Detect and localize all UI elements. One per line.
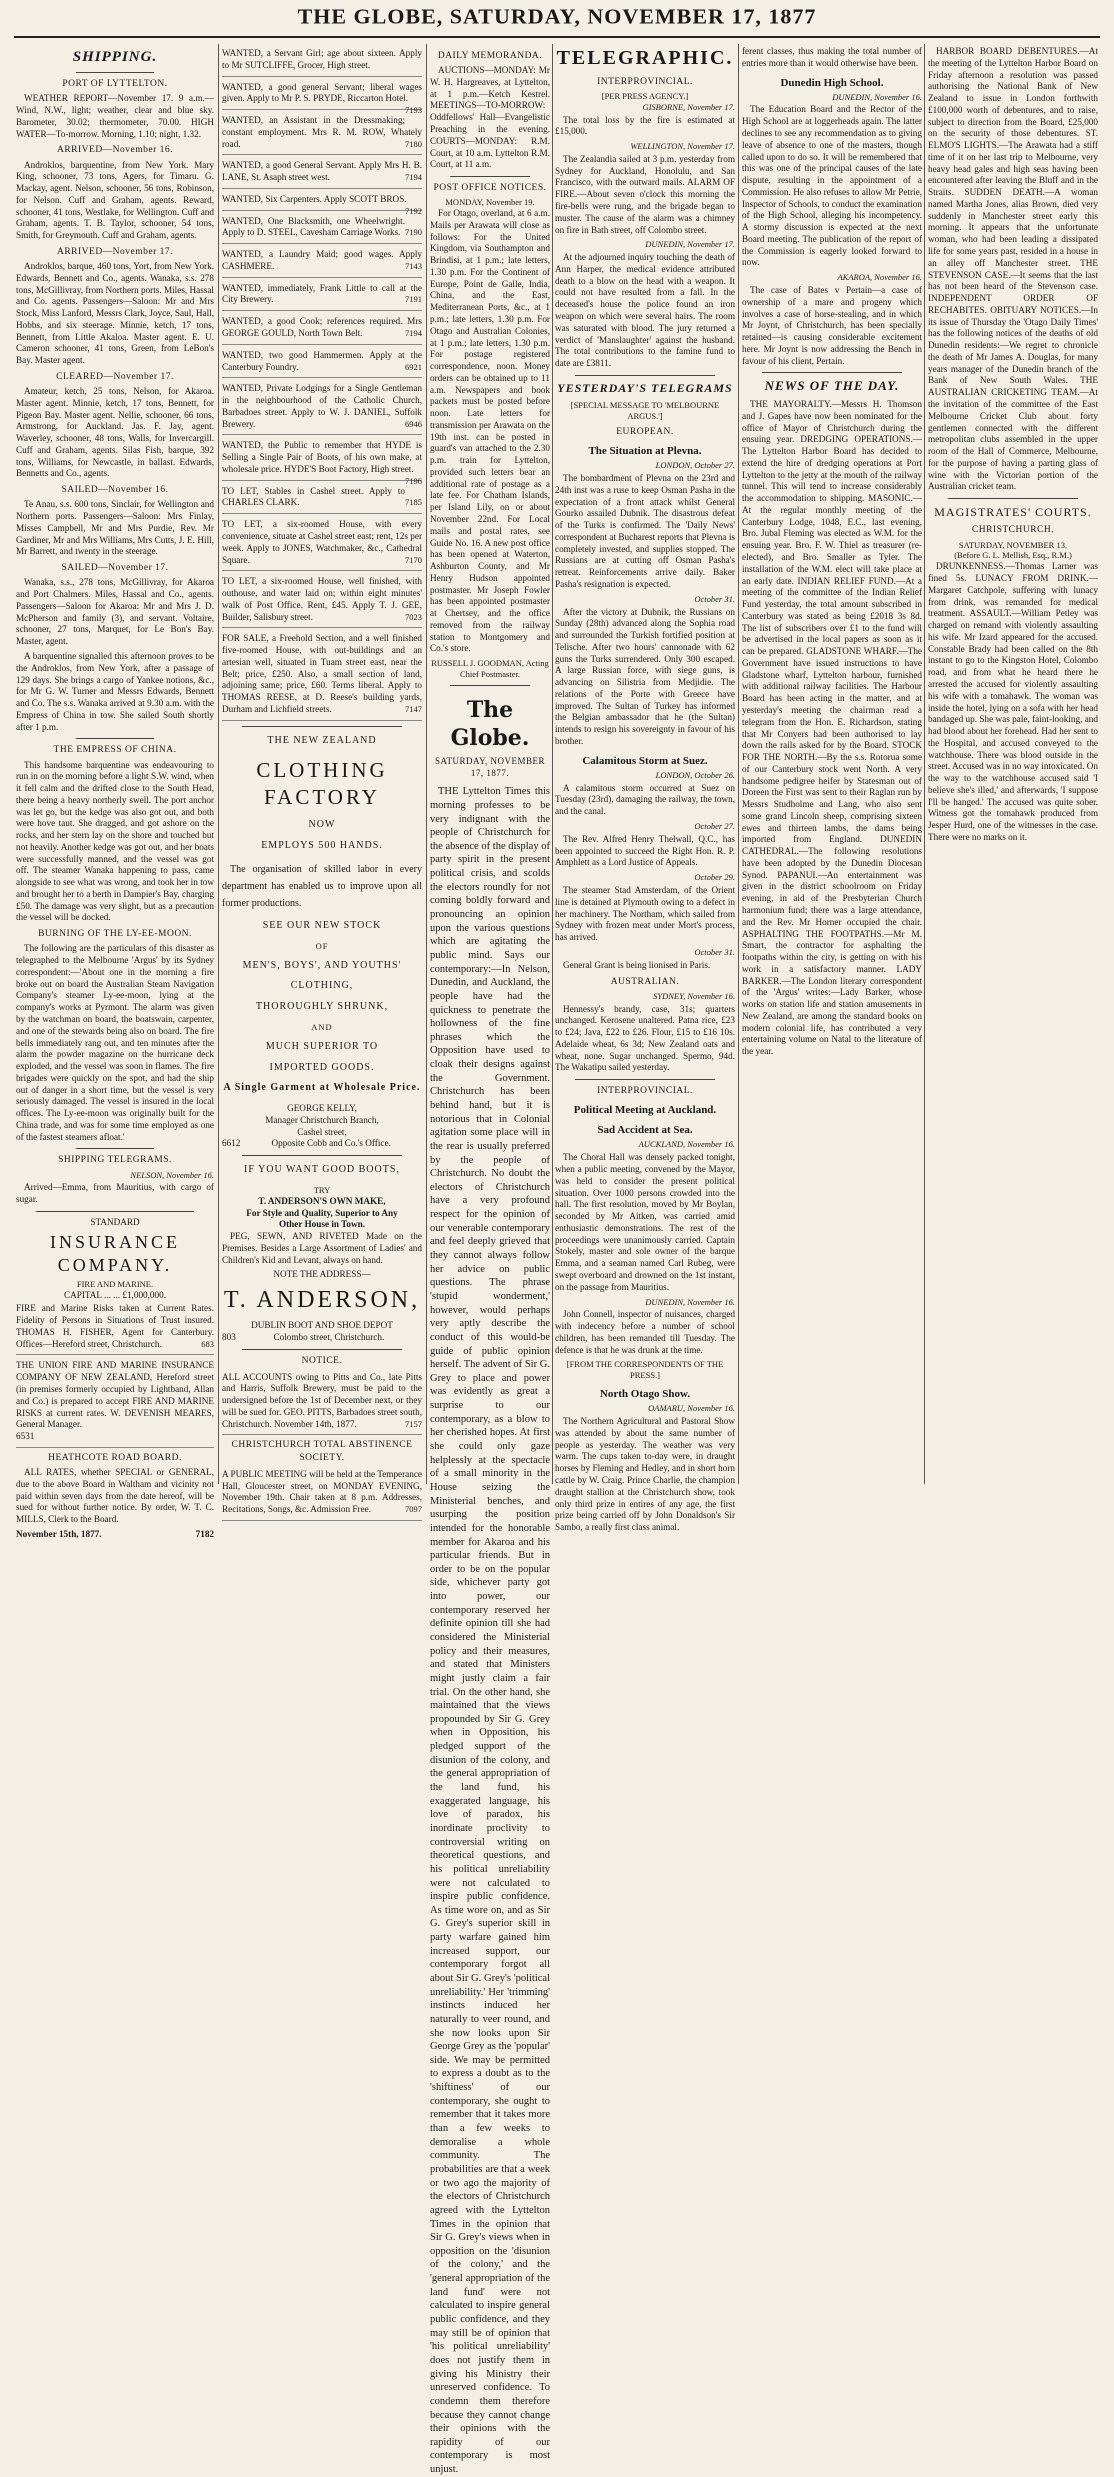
ad-number: 6612 — [222, 1138, 241, 1149]
clothing-title: CLOTHING FACTORY — [256, 758, 388, 810]
divider — [575, 375, 715, 376]
classified-ad — [222, 281, 422, 312]
sailed-heading: SAILED—November 16. — [61, 485, 169, 496]
divider — [575, 1079, 715, 1080]
clothing-of: OF — [315, 940, 329, 951]
classified-ad-text: WANTED, a good general Servant; liberal wages given. Apply to Mr P. S. PRYDE, Riccarton Hotel. — [222, 81, 422, 104]
dateline: DUNEDIN, November 16. — [832, 91, 922, 102]
column-divider — [218, 44, 219, 1484]
shipping-note: A barquentine signalled this afternoon proves to be the Androklos, from New York, after a passage of 129 days. She brings a cargo of Yankee notions, &c., for Mr G. W. Turner and Messrs Edwards, Bennett and Co. The s.s. Wanaka arrived at 9.30 a.m. with the Empress of China in tow. She sailed South shortly after 1 p.m. — [16, 650, 214, 732]
otago-show-heading: North Otago Show. — [599, 1388, 691, 1401]
insurance-standard: STANDARD — [90, 1216, 140, 1227]
globe-title: The Globe. — [450, 696, 530, 752]
divider — [242, 726, 402, 727]
arrived-heading: ARRIVED—November 16. — [56, 145, 174, 156]
ad-number: 7193 — [405, 105, 422, 116]
clothing-text: The organisation of skilled labor in every department has enabled us to improve upon all former productions. — [222, 863, 422, 909]
boots-make: T. ANDERSON'S OWN MAKE, — [258, 1195, 386, 1206]
globe-date: SATURDAY, NOVEMBER 17, 1877. — [434, 756, 546, 778]
telegrams-text: Arrived—Emma, from Mauritius, with cargo of sugar. — [16, 1182, 214, 1205]
heathcote-text: ALL RATES, whether SPECIAL or GENERAL, due to the above Board in Waltham and vicinity not paid within seven days from the date hereof, will be sued for without further notice. By order, W. T. C. MILLS, Clerk to the Board. — [16, 1467, 214, 1525]
column-divider — [552, 44, 553, 1484]
temperance-heading: CHRISTCHURCH TOTAL ABSTINENCE SOCIETY. — [231, 1440, 413, 1463]
dateline: GISBORNE, November 17. — [642, 101, 735, 112]
ad-number: 7194 — [405, 328, 422, 339]
ad-number: 7143 — [405, 260, 422, 271]
arrived-list: Androklos, barque, 460 tons, Yort, from New York. Edwards, Bennett and Co., agents. Wanaka, s.s. 278 tons, McGillivray, from Northern ports. Miles, Hassal and Co. agents. Passengers—Saloon: Mr and Mrs Stock, Miss Lanford, Messrs Clark, Joyce, Saul, Hall, Hobbs, and six steerage. Minnie, ketch, 17 tons, Bennett, from Little Akaloa. Master agent. E. U. Cameron schooner, 41 tons, Green, from LeBon's Bay. Master agent. — [16, 261, 214, 366]
clothing-mens: MEN'S, BOYS', AND YOUTHS' — [242, 959, 402, 971]
insurance-text: FIRE and Marine Risks taken at Current Rates. Fidelity of Persons in Situations of Trust insured. THOMAS H. FISHER, Agent for Canterbury. Offices—Hereford street, Christchurch. — [16, 1303, 214, 1349]
divider — [36, 1211, 194, 1212]
clothing-street: Cashel street, — [297, 1126, 347, 1137]
classified-ad-text: WANTED, a good General Servant. Apply Mrs H. B. LANE, St. Asaph street west. — [222, 160, 422, 183]
classified-ad-text: WANTED, the Public to remember that HYDE is Selling a Single Pair of Boots, of his own make, at wholesale price. HYDE'S Boot Factory, High street. — [222, 440, 422, 474]
divider — [76, 72, 154, 73]
news-text: HARBOR BOARD DEBENTURES.—At the meeting of the Lyttelton Harbor Board on Friday afternoon a resolution was passed authorising the National Bank of New Zealand to issue in London forthwith £100,000 worth of debentures, and to raise, subject to direction from the Board, £25,000 on the security of those debentures. ST. ELMO'S LIGHTS.—The Arawata had a stiff time of it on her last trip to Melbourne, very heavy head gales and high seas having been encountered after leaving the Bluff and in the Straits. SUDDEN DEATH.—A woman named Martha Jones, alias Brown, died very suddenly in Manchester street early this morning. It appears that the unfortunate woman, who had been leading a dissipated life for some years past, resided in a house in an alley off Manchester street. THE STEVENSON CASE.—It seems that the last has not been heard of the Stevenson case. INDEPENDENT ORDER OF RECHABITES. OBITUARY NOTICES.—In its issue of Thursday the 'Otago Daily Times' has the following notices of the deaths of old Dunedin residents:—We regret to chronicle the death of Mr James A. Douglas, for many years manager of the Dunedin branch of the Bank of New South Wales. THE AUSTRALIAN CRICKETING TEAM.—At the invitation of the committee of the East Melbourne Cricket Club about forty gentlemen connected with the different metropolitan clubs assembled in the upper room of the Hall of Commerce, Melbourne, for the purpose of having a parting glass of wine with the Victorian portion of the Australian cricket team. — [928, 46, 1098, 492]
ad-number: 7147 — [405, 703, 422, 714]
arrived-heading: ARRIVED—November 17. — [56, 246, 174, 257]
divider — [242, 1155, 402, 1156]
classified-ad-text: TO LET, a six-roomed House, with every convenience, situate at Cashel street east; rent, 12s per week. Apply to JONES, Watchmaker, &c., Cathedral Square. — [222, 519, 423, 565]
column-divider — [426, 44, 427, 1484]
clothing-see: SEE OUR NEW STOCK — [262, 919, 382, 931]
news-text: THE MAYORALTY.—Messrs H. Thomson and J. Gapes have now been nominated for the office of Mayor of Christchurch during the ensuing year. DREDGING OPERATIONS.—The Lyttelton Harbor Board has decided to extend the hire of dredging operations at Port Lyttelton to the jetty at the mouth of the railway tunnel. This will tend to increase considerably the accommodation to shipping. MASONIC.—At the regular monthly meeting of the Canterbury Lodge, 1048, E.C., last evening, Bro. Jubal Fleming was elected as W.M. for the ensuing year. Bro. F. W. Thiel as treasurer (re-elected), and Bro. Smaller as Tyler. The installation of the W.M. elect will take place at an early date. INDIAN RELIEF FUND.—At a meeting of the committee of the Indian Relief Fund yesterday, the total amount subscribed in Canterbury was stated as being £2018 3s 8d. The list of subscribers over £1 to the fund will be advertised in the local papers as soon as it can be prepared. GLADSTONE WHARF.—The Government have issued instructions to have Gladstone wharf, Lyttelton harbour, furnished with additional railway facilities. The Harbour Board has been acting in the matter, and at yesterday's meeting the chairman read a telegram from the Hon. E. Richardson, stating that Mr Conyers had been authorised to lay down the rails asked for by the Board. STOCK FOR THE NORTH.—By the s.s. Rotorua some of our Canterbury stock went North. A very handsome pedigree heifer by Statesman out of Doreen the First was sent to their Raglan run by Messrs Studholme and Lang, who also sent some grand Lincoln sheep, comprising sixteen ewes and thirteen lambs, the dams being imported from England. DUNEDIN CATHEDRAL.—The following resolutions have been adopted by the Dunedin Diocesan Synod. PAPANUI.—An entertainment was given in the district schoolroom on Friday evening, in aid of the Presbyterian Church harmonium fund; there was a large attendance, and the Rev. Mr Horner occupied the chair. ASPHALTING THE FOOTPATHS.—Mr M. Smart, the contractor for asphalting the footpaths within the city, is getting on with his work in a satisfactory manner. LADY BARKER.—The London literary correspondent of the 'Argus' writes:—Lady Barker, whose works on station life and station amusements in New Zealand, are among the standard books on modern colonial life, has contributed a very entertaining volume on Natal to the literature of the year. — [742, 399, 922, 1057]
telegraphic-heading: TELEGRAPHIC. — [556, 47, 734, 69]
classified-ad — [222, 158, 422, 189]
heathcote-heading: HEATHCOTE ROAD BOARD. — [48, 1452, 182, 1463]
dateline: October 31. — [694, 593, 735, 604]
column-shipping — [16, 46, 214, 1539]
column-news — [742, 46, 922, 1482]
dateline: SYDNEY, November 16. — [653, 990, 735, 1001]
magistrates-text: DRUNKENNESS.—Thomas Larner was fined 5s. LUNACY FROM DRINK.—Margaret Catchpole, suffering with lunacy from drink, was remanded for medical treatment. ASSAULT.—William Petley was charged on remand with violently assaulting his wife. Mr Izard appeared for the accused. Constable Brady had been called on the 8th instant to go to the Kingston Hotel, Colombo road, and from what he heard there he arrested the accused for violently assaulting his wife with a tomahawk. The woman was inside the hotel, lying on a sofa with her head bandaged up. She was pale, faint-looking, and had blood about her forehead. Had her sent to the Hospital, and accused conveyed to the watchhouse. There was blood outside in the street. Accused was in no way intoxicated. On the way to the watchhouse accused said 'I believe she's illed,' and afterwards, 'I suppose I'll be hanged.' The accused was quite sober. Witness got the tomahawk produced from Jesper Hurd, one of the witnesses in the case. There were no marks on it. — [928, 561, 1098, 842]
boots-address — [222, 1332, 422, 1344]
ad-number: 7157 — [405, 1418, 422, 1429]
news-of-the-day-heading: NEWS OF THE DAY. — [764, 378, 900, 394]
clothing-shrunk: THOROUGHLY SHRUNK, — [255, 1001, 389, 1013]
ad-number: 803 — [222, 1331, 236, 1342]
classified-ad-text: WANTED, immediately, Frank Little to call at the City Brewery. — [222, 282, 422, 305]
clothing-opposite-text: Opposite Cobb and Co.'s Office. — [271, 1138, 391, 1149]
press-agency: [PER PRESS AGENCY.] — [601, 90, 689, 101]
sailed-list: Wanaka, s.s., 278 tons, McGillivray, for Akaroa and Port Chalmers. Miles, Hassal and Co., agents. Passengers—Saloon for Akaroa: Mr and Mrs J. D. McPherson and family (3), and servant. Voltaire, schooner, 27 tons, Marquet, for Le Bon's Bay. Master, agent. — [16, 577, 214, 647]
divider — [76, 738, 154, 739]
column-memoranda — [430, 46, 550, 2476]
clothing-opposite — [222, 1138, 422, 1150]
dateline: LONDON, October 26. — [655, 769, 735, 780]
burning-heading: BURNING OF THE LY-EE-MOON. — [38, 929, 192, 940]
ad-number: 6531 — [16, 1431, 35, 1442]
telegram-text: The Education Board and the Rector of the High School are at loggerheads again. The latter declines to see any recommendation as to giving leave of absence to one of the masters, though called upon to do so. It will be remembered that this was one of the principal causes of the late dispute, resulting in the appointment of a Commission. He also refuses to allow Mr Petrie, Inspector of Schools, to conduct the examination of the High School, alleging his incompetency. A stormy discussion is expected at the next Board meeting. The publication of the report of the Commission is eagerly looked forward to now. — [742, 104, 922, 268]
telegram-text: The Zealandia sailed at 3 p.m. yesterday from Sydney for Auckland, Honolulu, and San Francisco, with the outward mails. ALARM OF FIRE.—About seven o'clock this morning the fire-bells were rung, and the brigade began to muster. The cause of the alarm was a chimney on fire in Bath street, off Colombo street. — [555, 153, 735, 235]
classified-ad — [222, 80, 422, 116]
clothing-employs: EMPLOYS 500 HANDS. — [261, 840, 383, 852]
classified-ad-text: WANTED, Six Carpenters. Apply SCOTT BROS. — [222, 193, 407, 204]
clothing-much: MUCH SUPERIOR TO — [265, 1040, 379, 1052]
yesterdays-telegrams-heading: YESTERDAY'S TELEGRAMS — [557, 380, 733, 395]
dateline: DUNEDIN, November 17. — [645, 239, 735, 250]
classified-ad — [222, 348, 422, 379]
ad-number: 683 — [201, 1338, 214, 1349]
boots-note: NOTE THE ADDRESS— — [273, 1269, 371, 1280]
post-office-text: For Otago, overland, at 6 a.m. Mails per Arawata will close as follows: For the United Kingdom, via Southampton and Brindisi, at 1 p.m.; late letters, 1.30 p.m. For the Continent of Europe, Point de Galle, India, China, and the East, Mediterranean Ports, &c., at 1 p.m.; late letters, 1.30 p.m. For Otago and Australian Colonies, at 1 p.m.; late letters, 1.30 p.m. For postage registered correspondence, noon. Money orders can be obtained up to 11 a.m. Newspapers and book packets must be posted before noon. Late letters for transmission per Arawata on the 19th inst. can be posted in guard's van attached to the 2.30 p.m. train for Lyttelton, provided such letters bear an additional rate of postage as a late fee. For Chatham Islands, per Island Lily, on or about November 22nd. For Local mails and postal rates, see Guide No. 16. A new post office has been opened at Waterton, Ashburton County, and Mr Henry Hudson appointed postmaster. Mr Joseph Fowler has been appointed postmaster at Chertsey, and the office removed from the railway station to Montgomery and Co.'s store. — [430, 208, 550, 654]
classified-ad-text: WANTED, two good Hammermen. Apply at the Canterbury Foundry. — [222, 349, 422, 372]
port-heading: PORT OF LYTTELTON. — [62, 79, 168, 90]
classified-ad-text: TO LET, Stables in Cashel street. Apply to CHARLES CLARK. — [222, 485, 405, 508]
telegram-text: Hennessy's brandy, case, 31s; quarters unchanged. Kerosene unaltered. Patna rice, £23 to £24; Java, £22 to £26. Flour, £15 to £16 10s. Adelaide wheat, 6s 3d; New Zealand oats and wheat, none. Sugar unchanged. Spermo, 94d. The Wakatipu sailed yesterday. — [555, 1003, 735, 1073]
dateline: October 27. — [694, 820, 735, 831]
dateline: LONDON, October 27. — [655, 460, 735, 471]
political-heading: Political Meeting at Auckland. — [573, 1104, 717, 1117]
dateline: DUNEDIN, November 16. — [645, 1296, 735, 1307]
sailed-list: Te Anau, s.s. 600 tons, Sinclair, for Wellington and Northern ports. Passengers—Saloon: Mrs Finlay, Misses Campbell, Mr and Mrs Purdie, Rev. Mr Gardiner, Mr and Mrs Williams, Mrs Cutts, J. E. Hill, Mr Barrett, and twenty in the steerage. — [16, 499, 214, 557]
memoranda-text: AUCTIONS—MONDAY: Mr W. H. Hargreaves, at Lyttelton, at 1 p.m.—Ketch Kestrel. MEETINGS—TO-MORROW: Oddfellows' Hall—Evangelistic Preaching in the evening. COURTS—MONDAY: R.M. Court, at 10 a.m. Lyttelton R.M. Court, at 11 a.m. — [430, 65, 550, 170]
dateline: October 31. — [694, 946, 735, 957]
magistrates-before: (Before G. L. Mellish, Esq., R.M.) — [954, 550, 1072, 561]
telegram-text: General Grant is being lionised in Paris. — [563, 959, 711, 970]
classified-ad-text: WANTED, an Assistant in the Dressmaking; constant employment. Mrs R. M. ROW, Whately road. — [222, 115, 422, 149]
union-text: THE UNION FIRE AND MARINE INSURANCE COMPANY OF NEW ZEALAND, Hereford street (in premises formerly occupied by Lightband, Allan and Co.) is prepared to accept FIRE AND MARINE RISKS at current rates. W. DEVENISH MEARES, General Manager. — [16, 1360, 214, 1430]
telegram-text: A calamitous storm occurred at Suez on Tuesday (23rd), damaging the railway, the town, and the canal. — [555, 782, 735, 817]
heathcote-date: November 15th, 1877. — [16, 1528, 102, 1539]
section-heading-shipping: SHIPPING. — [72, 49, 158, 65]
weather-report: WEATHER REPORT—November 17. 9 a.m.—Wind, N.W., light; weather, clear and blue sky. Barometer, 30.02; thermometer, 70.00. HIGH WATER—To-morrow. Morning, 1.10; night, 1.32. — [16, 93, 214, 139]
classified-ad-text: WANTED, One Blacksmith, one Wheelwright. Apply to D. STEEL, Cavesham Carriage Works. — [222, 215, 405, 238]
boots-text: PEG, SEWN, AND RIVETED Made on the Premises. Besides a Large Assortment of Ladies' and Children's Kid and Levant, always on hand. — [222, 1231, 422, 1265]
clothing-imported: IMPORTED GOODS. — [269, 1061, 375, 1073]
boots-try: TRY — [313, 1185, 331, 1196]
ad-number: 7180 — [405, 138, 422, 149]
ad-number: 7182 — [195, 1528, 214, 1539]
burning-article: The following are the particulars of this disaster as telegraphed to the Melbourne 'Argus' by its Sydney correspondent:—'About one in the morning a fire broke out on board the Australian Steam Navigation Company's steamer Ly-ee-moon, lying at the company's works at Pyrmont. The alarm was given by the watchman on board, the boatswain, carpenter, and one of the stewards being also on board. The fire bells immediately rang out, and ten minutes after the alarm the powder magazine on the hurricane deck exploded, and the vessel was soon in flames. The fire brigades were quickly on the spot, and had the ship out of danger in a short time, but the vessel is very seriously damaged. The vessel is insured in the local offices. The Ly-ee-moon was originally built for the China trade, and was for some time employed as one of the fastest steamers afloat.' — [16, 943, 214, 1142]
temperance-text: A PUBLIC MEETING will be held at the Temperance Hall, Gloucester street, on MONDAY EVENING, November 19th. Chair taken at 8 p.m. Addresses, Recitations, Songs, &c. Admission Free. — [222, 1468, 422, 1515]
classified-ad — [222, 517, 422, 571]
classified-ad-text: TO LET, a six-roomed House, well finished, with outhouse, and water laid on; within eight minutes' walk of Post Office. Rent, £45. Apply T. J. GEE, Builder, Salisbury street. — [222, 576, 422, 622]
sailed-heading: SAILED—November 17. — [61, 563, 169, 574]
magistrates-place: CHRISTCHURCH. — [971, 525, 1055, 536]
notice-ad — [222, 1370, 422, 1436]
ad-number: 7191 — [405, 294, 422, 305]
dateline: OAMARU, November 16. — [648, 1403, 735, 1414]
divider — [948, 498, 1078, 499]
ad-number: 6921 — [405, 361, 422, 372]
interprovincial-heading: INTERPROVINCIAL. — [597, 76, 693, 87]
masthead-title: THE GLOBE, SATURDAY, NOVEMBER 17, 1877 — [297, 4, 817, 29]
special-message: [SPECIAL MESSAGE TO 'MELBOURNE ARGUS.'] — [570, 400, 720, 422]
clothing-single: A Single Garment at Wholesale Price. — [223, 1082, 421, 1094]
heathcote-footer — [16, 1529, 214, 1541]
european-heading: EUROPEAN. — [616, 426, 674, 437]
empress-article: This handsome barquentine was endeavouring to run in on the morning before a light S.W. wind, when it fell calm and the drifted close to the South Head, there being a heavy northerly swell. The port anchor was let go, but the kedge was also got out, and both were hove taut. She dragged, and got ashore on the rocks, and her stern lay on the shore and touched but not heavily. Another kedge was got out, and her boats were successfully manned, and the vessel was got off. The steamer Wanaka happening to pass, came alongside to see what was wrong, and took her in tow and brought her to a berth in Dampier's Bay, charging £50. The damage was very slight, but as a precaution the vessel will be docked. — [16, 759, 214, 923]
telegram-text: The Rev. Alfred Henry Thelwall, Q.C., has been appointed to succeed the Right Hon. R. P. Amphlett as a Lord Justice of Appeals. — [555, 833, 735, 868]
column-divider — [924, 44, 925, 1484]
boots-depot: DUBLIN BOOT AND SHOE DEPOT — [251, 1319, 393, 1330]
australian-heading: AUSTRALIAN. — [610, 976, 680, 987]
empress-heading: THE EMPRESS OF CHINA. — [53, 745, 177, 756]
classified-ad — [222, 214, 422, 245]
boots-style: For Style and Quality, Superior to Any — [246, 1207, 398, 1218]
classified-ad — [222, 381, 422, 435]
cleared-list: Amateur, ketch, 25 tons, Nelson, for Akaroa. Master agent. Minnie, ketch, 17 tons, Bennett, for Pigeon Bay. Master agent. Nellie, schooner, 66 tons, Armstrong, for Auckland. Jas. F. Jay, agent. Waverley, schooner, 48 tons, Walls, for Invercargill. Cuff and Graham, agents. Silas Fish, barque, 392 tons, Williams, for Newcastle, in ballast. Edwards, Bennetts and Co., agents. — [16, 386, 214, 479]
divider — [450, 685, 530, 686]
ad-number: 7192 — [405, 205, 422, 216]
telegram-text: The case of Bates v Pertain—a case of ownership of a mare and progeny which involves a case of horse-stealing, and in which Mr Joynt, of Christchurch, has been specially retained—is causing considerable excitement here. Mr Joynt is now addressing the Bench in favour of his client, Pertain. — [742, 285, 922, 366]
ad-number: 7023 — [405, 611, 422, 622]
boots-head: IF YOU WANT GOOD BOOTS, — [244, 1164, 400, 1176]
divider — [242, 1349, 402, 1350]
telegram-text: At the adjourned inquiry touching the death of Ann Harper, the medical evidence attributed death to a blow on the head with a weapon. It could not have resulted from a fall. In the deceased's house the police found an iron weapon on which were several hairs. The room was saturated with blood. The jury returned a verdict of 'Manslaughter' against the husband. The total contributions to the famine fund to date are £3811. — [555, 252, 735, 369]
column-divider — [738, 44, 739, 1484]
insurance-fire: FIRE AND MARINE. — [76, 1278, 154, 1289]
suez-heading: Calamitous Storm at Suez. — [582, 754, 708, 767]
temperance-ad — [222, 1467, 422, 1521]
ad-number: 7185 — [405, 497, 422, 508]
masthead — [0, 0, 1114, 40]
classified-ads — [222, 46, 422, 721]
post-office-signature: RUSSELL J. GOODMAN, Acting Chief Postmaster. — [431, 658, 549, 680]
column-advertisements — [222, 46, 423, 1515]
cleared-heading: CLEARED—November 17. — [56, 371, 174, 382]
classified-ad-text: WANTED, a Servant Girl; age about sixteen. Apply to Mr SUTCLIFFE, Grocer, High street. — [222, 48, 422, 70]
clothing-manager: GEORGE KELLY, — [287, 1103, 357, 1114]
telegram-text: The bombardment of Plevna on the 23rd and 24th inst was a ruse to keep Osman Pasha in the expectation of a front attack whilst General Gourko assailed Dubnik. The disastrous defeat of the Turks is confirmed. The 'Daily News' correspondent at Bucharest reports that Plevna is completely invested, and supplies stopped. The Russians are at cutting off Osman Pasha's retreat. Reinforcements arrive daily. Baker Pasha's resignation is expected. — [555, 473, 735, 589]
boots-other: Other House in Town. — [278, 1219, 366, 1230]
insurance-ad — [16, 1301, 214, 1355]
classified-ad — [222, 192, 422, 216]
divider — [76, 1148, 154, 1149]
ad-number: 7194 — [405, 172, 422, 183]
classified-ad-text: WANTED, Private Lodgings for a Single Gentleman in the neighbourhood of the Catholic Church, Barbadoes street. Apply to W. J. DANIEL, Suffolk Brewery. — [222, 383, 422, 429]
telegram-text: After the victory at Dubnik, the Russians on Sunday (28th) advanced along the Sophia road and surrounded the Turkish fortified position at Telische. After two hours' cannonade with 62 guns the Turks surrendered. Only 300 escaped. A large Russian force, with siege guns, is advancing on Silistria from Medjidie. The relations of the Porte with Greece have improved. The Sultan of Turkey has informed the Belgian ambassador that he (the Sultan) intends to resign his sovereignty in favour of his brother. — [555, 606, 735, 746]
arrived-list: Androklos, barquentine, from New York. Mary King, schooner, 73 tons, Agers, for Timaru. G. Mackay, agent. Nelson, schooner, 56 tons, Robinson, for Nelson. Cuff and Graham, agents. Reward, schooner, 41 tons, Westlake, for Wellington. Cuff and Graham, agents. T. B. Taylor, schooner, 54 tons, Smith, for Greymouth. Cuff and Graham, agents. — [16, 159, 214, 241]
ad-number: 7097 — [405, 1504, 422, 1515]
telegram-text: The steamer Stad Amsterdam, of the Orient line is detained at Plymouth owing to a defect in her machinery. The Northam, which sailed from Sydney with frozen meat under Mort's process, has arrived. — [555, 885, 735, 943]
column-telegraphic — [555, 46, 735, 1533]
divider — [450, 176, 530, 177]
classified-ad — [222, 46, 422, 77]
dateline: October 29. — [694, 872, 735, 883]
post-office-date: MONDAY, November 19. — [445, 197, 535, 208]
ad-number: 7196 — [405, 475, 422, 486]
boots-address-text: Colombo street, Christchurch. — [273, 1331, 385, 1342]
classified-ad — [222, 484, 422, 515]
divider — [762, 372, 902, 373]
telegrams-place: NELSON, November 16. — [130, 1169, 214, 1180]
memoranda-heading: DAILY MEMORANDA. — [437, 51, 543, 61]
notice-heading: NOTICE. — [301, 1355, 343, 1366]
ad-number: 7170 — [405, 554, 422, 565]
column-news-continued — [928, 46, 1098, 1482]
clothing-clothing: CLOTHING, — [290, 980, 354, 992]
insurance-capital: CAPITAL ... ... £1,000,000. — [63, 1289, 167, 1300]
classified-ad — [222, 314, 422, 345]
insurance-company: INSURANCE COMPANY. — [49, 1231, 180, 1275]
leading-article: THE Lyttelton Times this morning professes to be very indignant with the people of Christchurch for the absence of the display of party spirit in the present political crisis, and scolds the electors roundly for not coming boldly forward and pronouncing an opinion upon the various questions which are agitating the public mind. Says our contemporary:—In Nelson, Dunedin, and Auckland, the people have had the quickness to penetrate the hollowness of the fine phrases which the Opposition have used to cloak their designs against the Government. Christchurch has been behind hand, but it is notorious that in Colonial agitation some place will in the rear is usually preferred by the people of Christchurch. No doubt the electors of Christchurch have a very profound respect for the opinion of our venerable contemporary and feel deeply grieved that they cannot always follow her advice on public questions. The phrase 'stupid wonderment,' however, would perhaps very aptly describe the conduct of this would-be guide of public opinion herself. The advent of Sir G. Grey to place and power was evidently as great a surprise to our contemporary, as a blow to her cherished hopes. At first she could only gaze helplessly at the spectacle of a small minority in the House seizing the Ministerial benches, and usurping the position intended for the honorable member for Akaroa and his particular friends. But in order to be on the popular side, whichever party got into power, our contemporary reserved her definite opinion till she had considered the Ministerial policy and their measures, and stated that Ministers might justly claim a fair trial. On the other hand, she maintained that the views propounded by Sir G. Grey when in Opposition, his pledged support of the disunion of the colony, and the general appropriation of the land fund, his exaggerated language, his love of paradox, his inordinate proclivity to controversial writing on theoretical questions, and his political unreliability were not calculated to inspire public confidence. As time wore on, and as Sir G. Grey's superior skill in party warfare gained him increased support, our contemporary forgot all about Sir G. Grey's 'political unreliability.' Her 'trimming' instincts induced her naturally to veer round, and she now looks upon Sir George Grey as the 'popular' side. We may be permitted to express a doubt as to the 'shiftiness' of our contemporary, she ought to remember that it takes more than a few weeks to demoralise a whole community. The probabilities are that a week or two ago the majority of the electors of Christchurch agreed with the Lyttelton Times in the opinion that Sir G. Grey's views when in opposition on the 'disunion of the colony,' and the 'general appropriation of the land fund' were not calculated to inspire general public confidence, and they may still be of opinion that 'his political unreliability' does not justify them in giving his Ministry their unreserved confidence. To condemn them therefore because they cannot change their opinions with the rapidity of our contemporary is most unjust. — [430, 786, 550, 2476]
clothing-head: THE NEW ZEALAND — [267, 734, 377, 746]
dateline: AUCKLAND, November 16. — [638, 1139, 735, 1150]
notice-text: ALL ACCOUNTS owing to Pitts and Co., late Pitts and Harris, Suffolk Brewery, must be paid to the undersigned before the 1st of December next, or they will be sued for. GEO. PITTS, Barbadoes street south, Christchurch. November 14th, 1877. — [222, 1371, 422, 1429]
classified-ad-text: WANTED, a good Cook; references required. Mrs GEORGE GOULD, North Town Belt. — [222, 316, 422, 339]
plevna-heading: The Situation at Plevna. — [588, 445, 702, 458]
classified-ad — [222, 247, 422, 278]
interprovincial-heading: INTERPROVINCIAL. — [597, 1086, 693, 1097]
classified-ad-text: WANTED, a Laundry Maid; good wages. Apply CASHMERE. — [222, 249, 422, 271]
masthead-rule — [14, 36, 1100, 38]
magistrates-date: SATURDAY, NOVEMBER 13. — [958, 539, 1068, 550]
clothing-now: NOW — [308, 819, 336, 831]
telegram-text: John Connell, inspector of nuisances, charged with indecency before a number of school children, has been remanded till Tuesday. The defence is that he was drunk at the time. — [555, 1309, 735, 1355]
boots-name: T. ANDERSON, — [223, 1287, 421, 1314]
classified-ad-text: FOR SALE, a Freehold Section, and a well finished five-roomed House, with out-buildings and an artesian well, situated in Tuam street east, near the Belt; price, £250. Also, a small section of land, adjoining same; price, £60. Terms liberal. Apply to THOMAS REESE, at D. Reese's building yards, Durham and Lichfield streets. — [222, 633, 422, 714]
classified-ad — [222, 574, 422, 628]
dateline: WELLINGTON, November 17. — [630, 141, 735, 152]
clothing-and: AND — [311, 1021, 333, 1032]
classified-ad — [222, 113, 422, 155]
continued-text: ferent classes, thus making the total number of entries more than it would otherwise have been. — [742, 46, 922, 68]
union-ad — [16, 1358, 214, 1447]
sad-accident-heading: Sad Accident at Sea. — [597, 1124, 693, 1137]
ad-number: 6946 — [405, 418, 422, 429]
telegram-text: The total loss by the fire is estimated at £15,000. — [555, 114, 735, 137]
telegram-text: The Choral Hall was densely packed tonight, when a public meeting, convened by the Mayor, was held to consider the present political situation. Over 1000 persons crowded into the hall. The first resolution, moved by Mr Boylan, seconded by Mr Aitken, was carried amid enthusiastic demonstrations. The rest of the proceedings were unanimously carried. Captain Stokely, master and sole owner of the barque Emma, and a seaman named Carl Rubeg, were swept overboard and drowned on the 1st instant, on the passage from Mauritius. — [555, 1152, 735, 1292]
telegram-text: The Northern Agricultural and Pastoral Show was attended by about the same number of people as yesterday. The weather was very warm. The cups taken to-day were, in draught horses by Fleming and Hedley, and in short horn cattle by W. Craig. Prince Charlie, the champion draught stallion at the Christchurch show, took only third prize in entires of any age, the first prize being carried off by John Donaldson's Sir Sambo, a really first class animal. — [555, 1416, 735, 1533]
post-office-heading: POST OFFICE NOTICES. — [433, 183, 547, 194]
dateline: AKAROA, November 16. — [837, 272, 922, 283]
telegrams-heading: SHIPPING TELEGRAMS. — [58, 1155, 172, 1166]
classified-ad — [222, 438, 422, 486]
ad-number: 7190 — [405, 227, 422, 238]
high-school-heading: Dunedin High School. — [780, 76, 884, 89]
correspondents-note: [FROM THE CORRESPONDENTS OF THE PRESS.] — [566, 1359, 724, 1381]
clothing-manager-title: Manager Christchurch Branch, — [265, 1114, 379, 1125]
classified-ad — [222, 631, 422, 720]
magistrates-heading: MAGISTRATES' COURTS. — [934, 505, 1092, 520]
